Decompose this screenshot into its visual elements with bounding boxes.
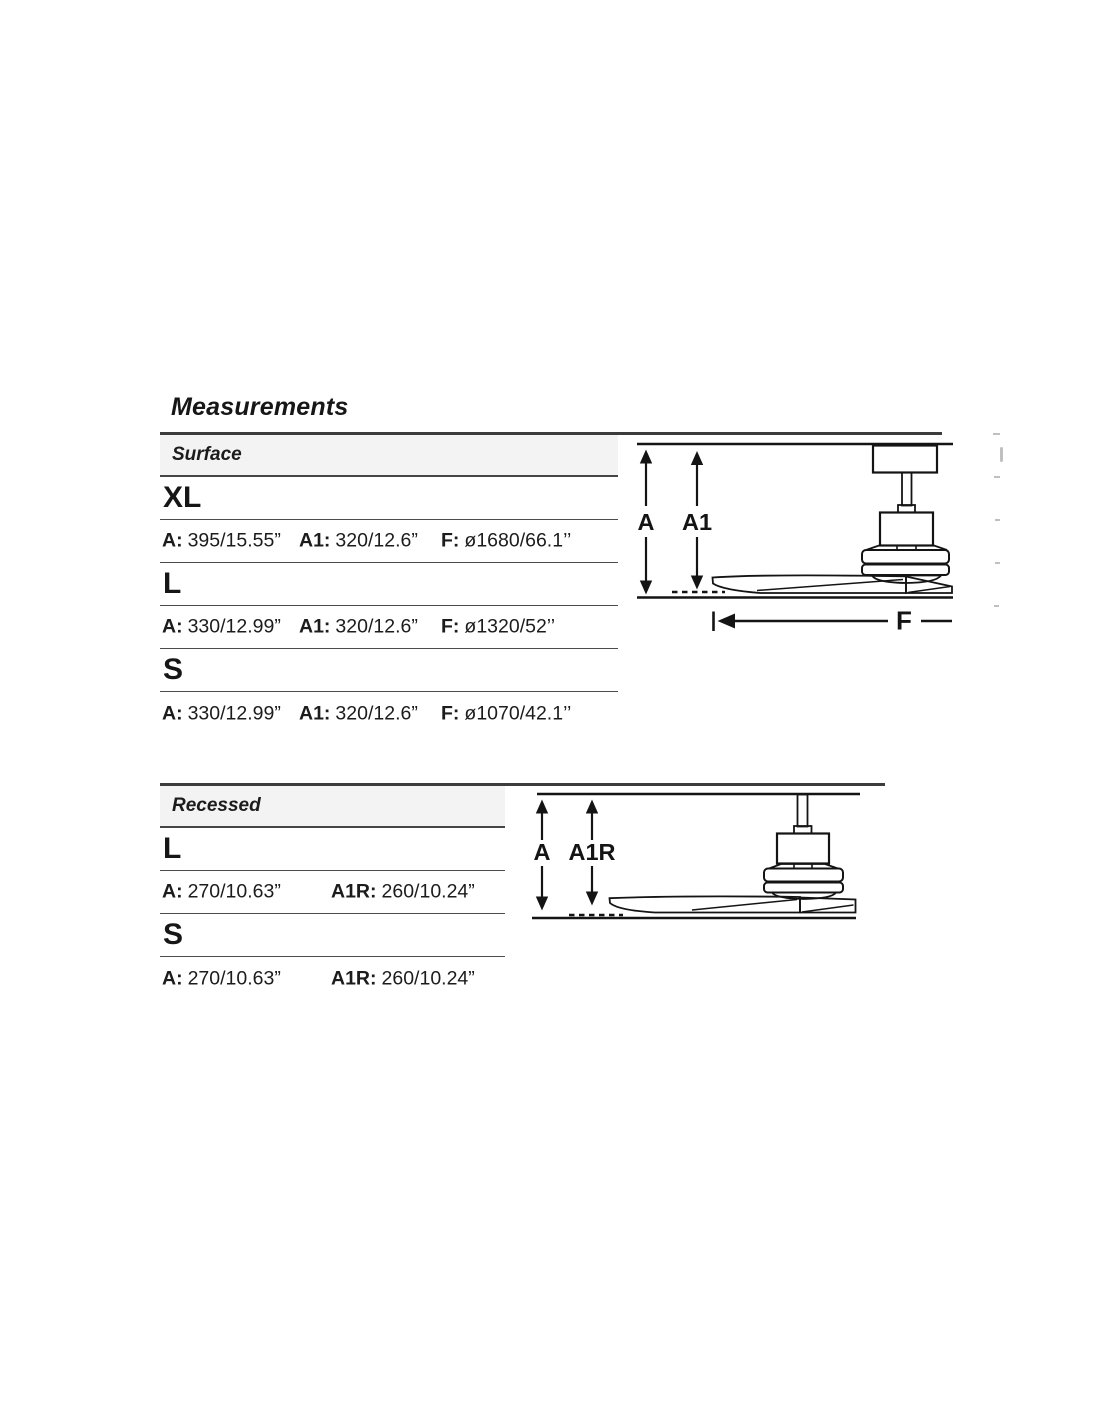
- size-label: XL: [163, 481, 202, 514]
- dimension-a1: [299, 530, 418, 553]
- measurements-row-xl: [160, 520, 618, 563]
- page-crop-artifact: [994, 605, 999, 607]
- dimension-value: 260/10.24”: [381, 880, 475, 903]
- dimension-arrow-a-icon: [638, 450, 655, 595]
- fan-body-ring-upper: [862, 550, 949, 564]
- downrod: [798, 795, 808, 827]
- motor-housing: [880, 513, 933, 546]
- dimension-value: 320/12.6”: [335, 615, 418, 638]
- dimension-a1: [299, 702, 418, 725]
- dimension-key: A:: [162, 702, 183, 724]
- dimension-a: [162, 616, 281, 639]
- dimension-key: A1R:: [331, 880, 377, 903]
- dimension-key: F:: [441, 529, 460, 552]
- dimension-a: [162, 881, 281, 904]
- dimension-a: [162, 702, 281, 725]
- size-row-l: [160, 563, 618, 606]
- dimension-key: A:: [162, 880, 183, 903]
- dimension-value: 270/10.63”: [187, 880, 281, 903]
- dimension-value: 330/12.99”: [187, 615, 281, 638]
- fan-blade: [610, 896, 801, 912]
- measurements-row-l: [160, 871, 505, 914]
- dimension-label-f: F: [896, 605, 912, 636]
- size-label: S: [163, 653, 184, 686]
- dimension-value: 270/10.63”: [187, 967, 281, 989]
- dimension-value: ø1680/66.1’’: [464, 529, 572, 552]
- size-row-xl: [160, 477, 618, 520]
- ceiling-fan-drawing: [713, 446, 953, 594]
- ceiling-fan-drawing: [610, 795, 856, 913]
- size-row-s: [160, 914, 505, 957]
- recessed-measurements-table: [160, 786, 505, 1000]
- page-crop-artifact: [993, 433, 1000, 435]
- dimension-f: [441, 616, 555, 639]
- canopy: [873, 446, 937, 473]
- dimension-value: 320/12.6”: [335, 702, 418, 724]
- dimension-label-a1: A1: [681, 509, 713, 535]
- recessed-table-header: [160, 786, 505, 828]
- measurements-row-s: [160, 692, 618, 735]
- dimension-f-icon: [714, 606, 953, 636]
- dimension-key: A1:: [299, 615, 331, 638]
- dimension-key: A:: [162, 615, 183, 638]
- recessed-fan-diagram: [528, 788, 868, 924]
- fan-body-ring-upper: [764, 869, 843, 882]
- dimension-value: 320/12.6”: [335, 529, 418, 552]
- dimension-value: ø1320/52’’: [464, 615, 556, 638]
- motor-housing: [777, 834, 829, 864]
- dimension-label-a: A: [637, 509, 655, 535]
- dimension-value: 330/12.99”: [187, 702, 281, 724]
- dimension-arrow-a-icon: [534, 800, 551, 911]
- dimension-label-a1r: A1R: [568, 839, 616, 865]
- size-row-s: [160, 649, 618, 692]
- dimension-f: [441, 702, 571, 725]
- dimension-key: A:: [162, 529, 183, 552]
- dimension-arrow-a1r-icon: [568, 800, 615, 906]
- dimension-key: A1R:: [331, 967, 377, 989]
- size-label: S: [163, 918, 184, 951]
- downrod: [902, 473, 912, 506]
- page-crop-artifact: [994, 476, 1000, 478]
- dimension-a1r: [331, 881, 475, 904]
- page-title: Measurements: [171, 393, 349, 421]
- dimension-value: ø1070/42.1’’: [464, 702, 572, 724]
- dimension-arrow-a1-icon: [682, 451, 712, 590]
- dimension-a: [162, 530, 281, 553]
- size-label: L: [163, 567, 182, 600]
- fan-blade: [713, 575, 907, 593]
- dimension-key: A1:: [299, 529, 331, 552]
- page-crop-artifact: [1000, 447, 1003, 462]
- dimension-value: 260/10.24”: [381, 967, 475, 989]
- dimension-key: A1:: [299, 702, 331, 724]
- dimension-f: [441, 530, 571, 553]
- surface-measurements-table: [160, 435, 618, 735]
- surface-mount-fan-diagram: [630, 438, 1010, 638]
- surface-header-label: Surface: [172, 444, 242, 465]
- recessed-header-label: Recessed: [172, 795, 261, 816]
- surface-table-header: [160, 435, 618, 477]
- fan-body-ring-lower: [764, 883, 843, 893]
- dimension-value: 395/15.55”: [187, 529, 281, 552]
- dimension-key: A:: [162, 967, 183, 989]
- fan-body-ring-lower: [862, 565, 949, 576]
- measurements-row-s: [160, 957, 505, 1000]
- size-row-l: [160, 828, 505, 871]
- dimension-a1r: [331, 967, 475, 990]
- size-label: L: [163, 832, 182, 865]
- dimension-key: F:: [441, 615, 460, 638]
- dimension-a: [162, 967, 281, 990]
- measurements-row-l: [160, 606, 618, 649]
- dimension-label-a: A: [533, 839, 551, 865]
- dimension-key: F:: [441, 702, 460, 724]
- dimension-a1: [299, 616, 418, 639]
- page-crop-artifact: [995, 562, 1000, 564]
- page-crop-artifact: [995, 519, 1000, 521]
- fan-blade-section: [906, 577, 952, 594]
